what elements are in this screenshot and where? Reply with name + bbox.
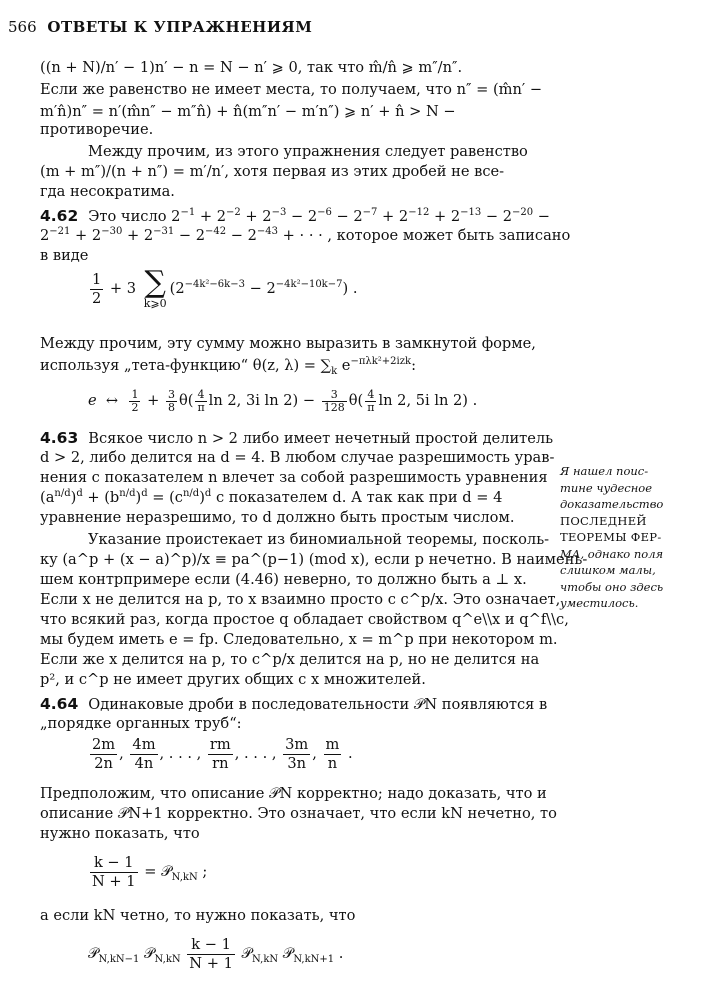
text-line: $2^{-21} + 2^{-30} + 2^{-31} - 2^{-42} - 2^{-43}$ + · · · , которое может быть записано bbox=[40, 226, 571, 244]
text-line: Если же x делится на p, то c^p/x делится на p, но не делится на bbox=[40, 651, 540, 668]
text-line: противоречие. bbox=[40, 121, 154, 138]
text-line: d > 2, либо делится на d = 4. В любом случае разрешимость урав- bbox=[40, 449, 555, 466]
solution-number: 4.64 bbox=[40, 695, 79, 713]
text-line: Если же равенство не имеет места, то получаем, что n″ = (m̂n′ − bbox=[40, 81, 543, 98]
organ-pipe-formula: $\frac{2m}{2n}$ , $\frac{4m}{4n}$ , . . . , $\frac{rm}{rn}$ , . . . , $\frac{3m}{3n}$ , $\frac{m}{n}$ . bbox=[92, 735, 353, 772]
text-line: а если kN четно, то нужно показать, что bbox=[40, 907, 356, 924]
text-line: m′n̂)n″ = n′(m̂n″ − m″n̂) + n̂(m″n′ − m′n″) ⩾ n′ + n̂ > N − bbox=[40, 103, 456, 120]
text-line: что всякий раз, когда простое q обладает свойством q^e\\x и q^f\\c, bbox=[40, 611, 569, 628]
text-line: Если x не делится на p, то x взаимно просто с c^p/x. Это означает, bbox=[40, 591, 561, 608]
text-line: в виде bbox=[40, 247, 89, 264]
margin-note: Я нашел поис- тине чудесное доказательство ПОСЛЕДНЕЙ ТЕОРЕМЫ ФЕР- МА, однако поля слишком малы, чтобы оно здесь уместилось. bbox=[560, 464, 664, 610]
text-line: p², и c^p не имеет других общих с x множителей. bbox=[40, 671, 426, 688]
page-number: 566 bbox=[8, 18, 37, 36]
solution-4-63-line: 4.63 Всякое число n > 2 либо имеет нечетный простой делитель bbox=[40, 429, 554, 447]
text-line: гда несократима. bbox=[40, 183, 175, 200]
solution-4-64-line: 4.64 Одинаковые дроби в последовательности 𝒫N появляются в bbox=[40, 695, 548, 713]
text-line: мы будем иметь e = fp. Следовательно, x = m^p при некотором m. bbox=[40, 631, 558, 648]
text-line: ((n + N)/n′ − 1)n′ − n = N − n′ ⩾ 0, так что m̂/n̂ ⩾ m″/n″. bbox=[40, 59, 463, 76]
text-line: „порядке органных труб“: bbox=[40, 715, 242, 732]
text-line: (m + m″)/(n + n″) = m′/n′, хотя первая из этих дробей не все- bbox=[40, 163, 505, 180]
text-line: Между прочим, эту сумму можно выразить в замкнутой форме, bbox=[40, 335, 536, 352]
odd-case-formula: $\frac{k - 1}{N + 1}$ = 𝒫$_{N,kN}$ ; bbox=[92, 853, 208, 890]
text-line: Указание проистекает из биномиальной теоремы, посколь- bbox=[88, 531, 550, 548]
text-line: шем контрпримере если (4.46) неверно, то должно быть a ⊥ x. bbox=[40, 571, 527, 588]
even-case-formula: 𝒫$_{N,kN-1}$ 𝒫$_{N,kN}$ $\frac{k - 1}{N + 1}$ 𝒫$_{N,kN}$ 𝒫$_{N,kN+1}$ . bbox=[88, 935, 344, 972]
text-line: используя „тета-функцию“ θ(z, $\lambda) = \sum_k$ $e^{-\pi\lambda k^2+2izk}$: bbox=[40, 356, 416, 377]
text-line: Между прочим, из этого упражнения следует равенство bbox=[88, 143, 528, 160]
running-header bbox=[8, 18, 312, 36]
solution-number: 4.63 bbox=[40, 429, 79, 447]
text-line: Предположим, что описание 𝒫N корректно; надо доказать, что и bbox=[40, 785, 547, 802]
text-line: $(a^{n/d})^d + (b^{n/d})^d = (c^{n/d})^d$ с показателем d. А так как при d = 4 bbox=[40, 488, 503, 506]
theta-formula: e ↔ $\frac{1}{2}$ + $\frac{3}{8}$ θ( $\frac{4}{\pi}$ ln 2, 3i ln 2) − $\frac{3}{128}$ θ( $\frac{4}{\pi}$ ln 2, 5i ln 2) . bbox=[88, 387, 478, 414]
text-line: уравнение неразрешимо, то d должно быть простым числом. bbox=[40, 509, 515, 526]
chapter-title: ОТВЕТЫ К УПРАЖНЕНИЯМ bbox=[47, 18, 313, 36]
text-line: описание 𝒫N+1 корректно. Это означает, что если kN нечетно, то bbox=[40, 805, 557, 822]
text-line: нения с показателем n влечет за собой разрешимость уравнения bbox=[40, 469, 548, 486]
text-line: нужно показать, что bbox=[40, 825, 200, 842]
text-line: ку (a^p + (x − a)^p)/x ≡ pa^(p−1) (mod x), если p нечетно. В наимень- bbox=[40, 551, 588, 568]
solution-number: 4.62 bbox=[40, 207, 79, 225]
solution-4-62-line: 4.62 Это число $2^{-1} + 2^{-2} + 2^{-3} - 2^{-6} - 2^{-7} + 2^{-12} + 2^{-13} - 2^{-20}$ − bbox=[40, 207, 550, 225]
series-formula: $\frac{1}{2}$ + 3 ∑ k⩾0 $(2^{-4k^2-6k-3} - 2^{-4k^2-10k-7})$ . bbox=[92, 265, 358, 310]
